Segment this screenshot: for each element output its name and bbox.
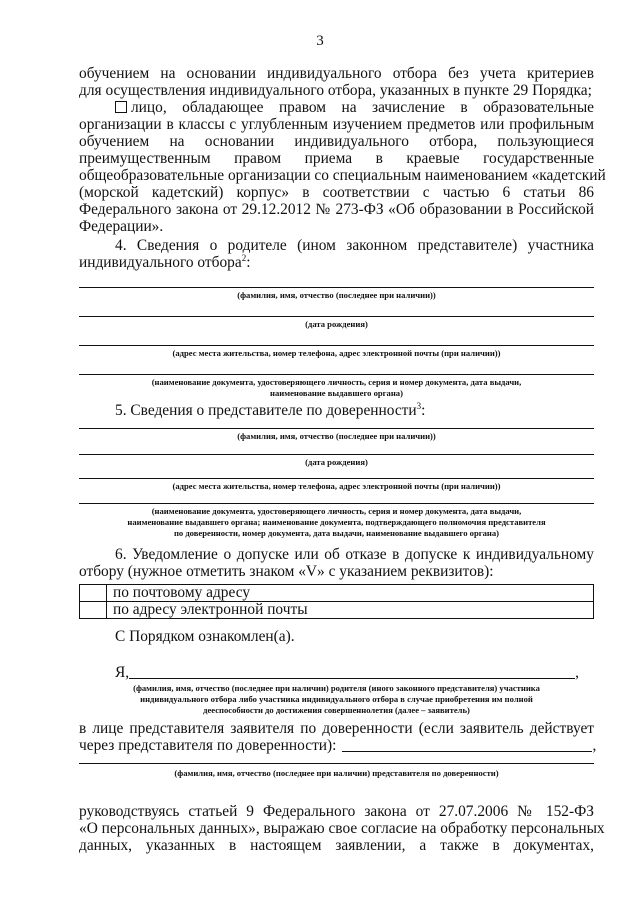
text-line: общеобразовательные организации со специальным наименованием «кадетский: [79, 167, 606, 184]
text-line: данных, указанных в настоящем заявлении, а также в документах,: [79, 837, 594, 854]
text: индивидуального отбора: [79, 254, 242, 271]
caption-dob: (дата рождения): [305, 457, 368, 467]
text: через представителя по доверенности):: [79, 737, 337, 754]
section-6-heading-cont: отбору (нужное отметить знаком «V» с указанием реквизитов):: [79, 563, 494, 580]
text: ,: [575, 664, 579, 681]
text-line: Федерального закона от 29.12.2012 № 273-ФЗ «Об образовании в Российской: [79, 201, 594, 218]
caption-applicant: (фамилия, имя, отчество (последнее при наличии) родителя (иного законного представителя) участника: [133, 683, 540, 693]
caption-poa: наименование выдавшего органа; наименование документа, подтверждающего полномочия представителя: [127, 517, 546, 527]
text-line: (морской кадетский) корпус» в соответствии с частью 6 статьи 86: [79, 184, 594, 201]
section-4-heading: 4. Сведения о родителе (ином законном представителе) участника: [115, 237, 594, 254]
representative-name-line[interactable]: [79, 763, 594, 764]
fio-line[interactable]: [79, 428, 594, 429]
caption-address: (адрес места жительства, номер телефона, адрес электронной почты (при наличии)): [172, 481, 501, 491]
text-line: «О персональных данных», выражаю свое согласие на обработку персональных: [79, 820, 605, 837]
representative-field[interactable]: [342, 738, 592, 752]
caption-representative: (фамилия, имя, отчество (последнее при наличии) представителя по доверенности): [174, 768, 499, 778]
footnote-mark: 2: [241, 252, 247, 263]
poa-line[interactable]: [79, 503, 594, 504]
section-4-heading-cont: [79, 254, 594, 271]
address-line[interactable]: [79, 478, 594, 479]
acknowledgement: С Порядком ознакомлен(а).: [115, 628, 295, 645]
representative-line: [79, 737, 597, 754]
dob-line[interactable]: [79, 316, 594, 317]
section-5-heading: [115, 402, 594, 419]
text-line: Федерации».: [79, 218, 164, 235]
caption-document: (наименование документа, удостоверяющего личность, серия и номер документа, дата выдачи,: [151, 377, 522, 387]
caption-dob: (дата рождения): [305, 319, 368, 329]
text-line: руководствуясь статьей 9 Федерального закона от 27.07.2006 № 152-ФЗ: [79, 803, 594, 820]
caption-poa: (наименование документа, удостоверяющего личность, серия и номер документа, дата выдачи,: [151, 506, 522, 516]
option-postal-address: по почтовому адресу: [107, 585, 594, 602]
table-row: [80, 602, 594, 619]
text: :: [246, 254, 251, 271]
address-line[interactable]: [79, 345, 594, 346]
text: ,: [592, 737, 597, 754]
text-line-checkbox: [115, 99, 594, 116]
page-number: 3: [316, 33, 324, 49]
caption-document: наименование выдавшего органа): [270, 388, 403, 398]
section-6-heading: 6. Уведомление о допуске или об отказе в допуске к индивидуальному: [115, 546, 594, 563]
text-line: преимущественным правом приема в краевые государственные: [79, 150, 594, 167]
table-row: [80, 585, 594, 602]
dob-line[interactable]: [79, 454, 594, 455]
caption-applicant: индивидуального отбора либо участника индивидуального отбора в случае приобретения им полной: [140, 694, 533, 704]
caption-fio: (фамилия, имя, отчество (последнее при наличии)): [237, 431, 436, 441]
mark-cell-email[interactable]: [80, 602, 107, 619]
text: лицо, обладающее правом на зачисление в образовательные: [131, 99, 594, 116]
text: Я,: [115, 664, 130, 681]
text: 5. Сведения о представителе по доверенности: [115, 402, 417, 419]
text-line: организации в классы с углубленным изучением предметов или профильным: [79, 116, 594, 133]
text-line: обучением на основании индивидуального отбора, пользующиеся: [79, 133, 594, 150]
caption-address: (адрес места жительства, номер телефона, адрес электронной почты (при наличии)): [172, 348, 501, 358]
text: :: [421, 402, 426, 419]
footnote-mark: 3: [416, 400, 422, 411]
text-line: для осуществления индивидуального отбора, указанных в пункте 29 Порядка;: [79, 82, 592, 99]
checkbox[interactable]: [115, 101, 127, 113]
option-email-address: по адресу электронной почты: [107, 602, 594, 619]
caption-applicant: дееспособности до достижения совершеннолетия (далее – заявитель): [203, 705, 470, 715]
applicant-name-field[interactable]: [129, 665, 575, 679]
caption-poa: по доверенности, номер документа, дата выдачи, наименование выдавшего органа): [173, 528, 500, 538]
document-line[interactable]: [79, 374, 594, 375]
text-line: в лице представителя заявителя по доверенности (если заявитель действует: [79, 720, 594, 737]
fio-line[interactable]: [79, 287, 594, 288]
applicant-line: [115, 664, 594, 681]
mark-cell-postal[interactable]: [80, 585, 107, 602]
caption-fio: (фамилия, имя, отчество (последнее при наличии)): [237, 290, 436, 300]
notification-options-table: [79, 584, 594, 619]
text-line: обучением на основании индивидуального отбора без учета критериев: [79, 65, 594, 82]
